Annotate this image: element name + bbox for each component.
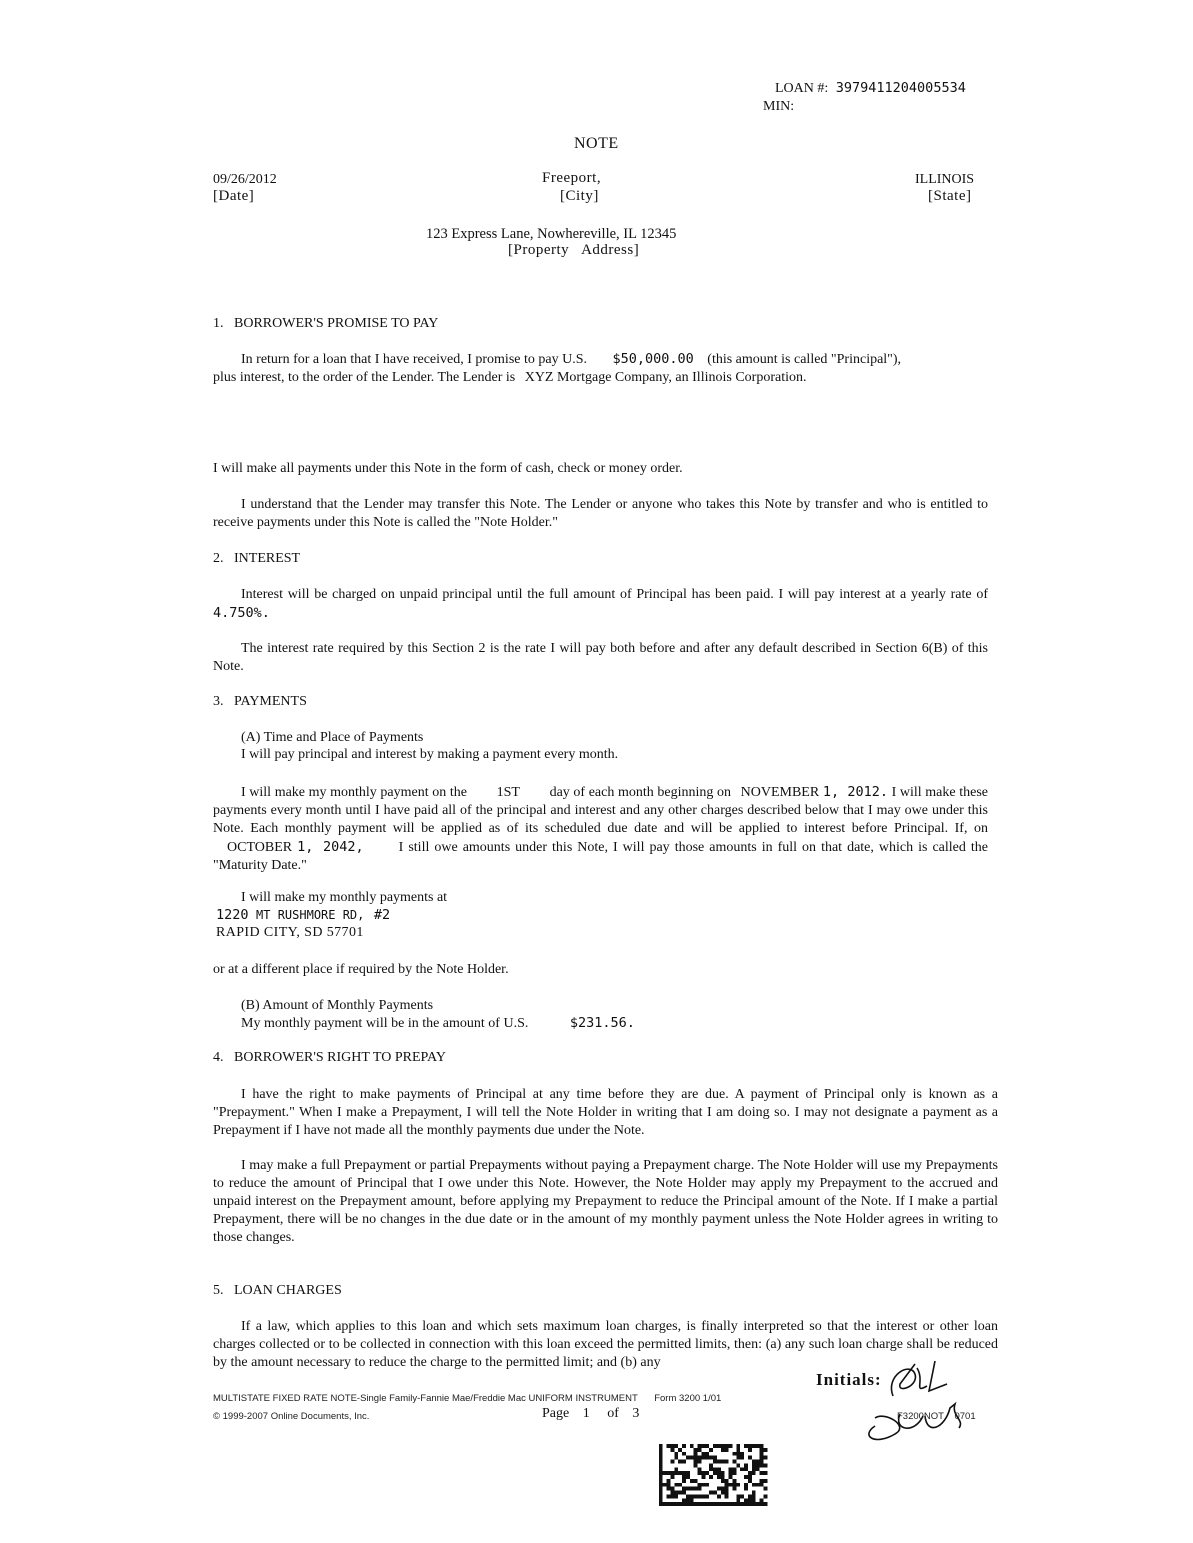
payment-address-line-1 bbox=[216, 907, 390, 924]
document-title: NOTE bbox=[574, 135, 619, 152]
section-4-paragraph-2: I may make a full Prepayment or partial Prepayments without paying a Prepayment charge. The Note Holder will use my Prepayments to reduce the amount of Principal that I owe under this Note. However, the Note Holder may apply my Prepayment to the accrued and unpaid interest on the Prepayment amount, before applying my Prepayment to reduce the Principal amount of the Note. If I make a partial Prepayment, there will be no changes in the due date or in the amount of my monthly payment unless the Note Holder agrees in writing to those changes. bbox=[213, 1158, 998, 1245]
begin-month: NOVEMBER bbox=[740, 785, 820, 800]
section-1-heading: 1. BORROWER'S PROMISE TO PAY bbox=[213, 316, 439, 331]
loan-number: 3979411204005534 bbox=[835, 80, 966, 96]
maturity-text: I still owe amounts under this Note, I will pay those amounts in full on that date, which is called the "Maturity Date." bbox=[213, 840, 989, 873]
begin-date-rest: 1, 2012. bbox=[822, 784, 888, 800]
maturity-month: OCTOBER bbox=[227, 840, 293, 855]
promise-text-b: (this amount is called "Principal"), bbox=[707, 352, 902, 367]
form-description bbox=[213, 1393, 721, 1404]
city-value: Freeport, bbox=[542, 170, 602, 186]
page-total: 3 bbox=[632, 1406, 640, 1421]
section-4-paragraph-1: I have the right to make payments of Principal at any time before they are due. A payment of Principal only is known as a "Prepayment." When I make a Prepayment, I will tell the Note Holder in writing that I am doing so. I may not designate a payment as a Prepayment if I have not made all the monthly payments due under the Note. bbox=[213, 1087, 998, 1138]
payment-begin-text: day of each month beginning on bbox=[549, 785, 732, 800]
page-current: 1 bbox=[582, 1406, 590, 1421]
doc-code: F3200NOT bbox=[897, 1411, 944, 1422]
section-4-heading: 4. BORROWER'S RIGHT TO PREPAY bbox=[213, 1050, 446, 1065]
date-label: [Date] bbox=[213, 188, 255, 204]
property-address-label: [Property Address] bbox=[508, 242, 640, 258]
section-2-heading: 2. INTEREST bbox=[213, 551, 301, 566]
page-label: Page bbox=[542, 1406, 570, 1421]
copyright: © 1999-2007 Online Documents, Inc. bbox=[213, 1411, 370, 1422]
address-unit: #2 bbox=[373, 907, 391, 923]
payment-day: 1ST bbox=[496, 785, 520, 800]
section-1-paragraph-1 bbox=[213, 350, 988, 387]
promise-text-a: In return for a loan that I have received, I promise to pay U.S. bbox=[241, 352, 587, 367]
monthly-payment-text: My monthly payment will be in the amount of U.S. bbox=[241, 1016, 529, 1031]
page-of: of bbox=[607, 1406, 619, 1421]
barcode-icon bbox=[657, 1444, 769, 1506]
state-value: ILLINOIS bbox=[915, 172, 975, 187]
document-code bbox=[897, 1411, 976, 1422]
lender-name: XYZ Mortgage Company, an Illinois Corporation. bbox=[524, 370, 807, 385]
section-1-paragraph-2: I will make all payments under this Note in the form of cash, check or money order. bbox=[213, 461, 683, 476]
property-address: 123 Express Lane, Nowhereville, IL 12345 bbox=[426, 226, 677, 242]
section-3b-line bbox=[241, 1015, 635, 1032]
loan-number-line bbox=[775, 79, 966, 98]
section-5-paragraph-1: If a law, which applies to this loan and which sets maximum loan charges, is finally interpreted so that the interest or other loan charges collected or to be collected in connection with this loan exceed the permitted limits, then: (a) any such loan charge shall be reduced by the amount necessary to reduce the charge to the permitted limit; and (b) any bbox=[213, 1319, 998, 1370]
section-2-paragraph-2: The interest rate required by this Section 2 is the rate I will pay both before and after any default described in Section 6(B) of this Note. bbox=[213, 641, 988, 674]
principal-amount: $50,000.00 bbox=[612, 351, 694, 367]
payment-day-text: I will make my monthly payment on the bbox=[241, 785, 467, 800]
state-label: [State] bbox=[928, 188, 972, 204]
page-indicator bbox=[542, 1406, 639, 1422]
payment-place-alt: or at a different place if required by the Note Holder. bbox=[213, 962, 509, 977]
section-3-paragraph-1 bbox=[213, 783, 988, 875]
section-3b-title: (B) Amount of Monthly Payments bbox=[241, 998, 434, 1013]
maturity-date-rest: 1, 2042, bbox=[297, 839, 364, 855]
section-1-paragraph-3: I understand that the Lender may transfer this Note. The Lender or anyone who takes this Note by transfer and who is entitled to receive payments under this Note is called the "Note Holder." bbox=[213, 497, 988, 530]
date-value: 09/26/2012 bbox=[213, 172, 277, 187]
payment-address-line-2: RAPID CITY, SD 57701 bbox=[216, 925, 364, 940]
loan-label: LOAN #: bbox=[775, 81, 829, 96]
payment-place-intro: I will make my monthly payments at bbox=[241, 890, 448, 905]
min-line bbox=[763, 98, 794, 116]
doc-revision: 0701 bbox=[954, 1411, 976, 1422]
initials-label: Initials: bbox=[816, 1370, 882, 1389]
section-3-heading: 3. PAYMENTS bbox=[213, 694, 307, 709]
promise-text-c: plus interest, to the order of the Lender. The Lender is bbox=[213, 370, 516, 385]
address-number: 1220 bbox=[216, 907, 249, 923]
section-3a-text: I will pay principal and interest by making a payment every month. bbox=[241, 747, 619, 762]
initials-signature bbox=[855, 1356, 995, 1446]
form-number: Form 3200 1/01 bbox=[654, 1393, 722, 1404]
interest-text: Interest will be charged on unpaid principal until the full amount of Principal has been paid. I will pay interest at a yearly rate of bbox=[241, 587, 988, 602]
monthly-payment-amount: $231.56. bbox=[569, 1015, 635, 1031]
section-2-paragraph-1 bbox=[213, 586, 988, 623]
city-label: [City] bbox=[560, 188, 599, 204]
min-label: MIN: bbox=[763, 99, 795, 114]
payment-schedule-text: I will make these payments every month until I have paid all of the principal and interest and any other charges described below that I may owe under this Note. Each monthly payment will be applied as of its scheduled due date and will be applied to interest before Principal. If, on bbox=[213, 785, 989, 836]
form-line: MULTISTATE FIXED RATE NOTE-Single Family-Fannie Mae/Freddie Mac UNIFORM INSTRUMENT bbox=[213, 1393, 638, 1404]
address-street: MT RUSHMORE RD, bbox=[256, 908, 365, 922]
interest-rate: 4.750%. bbox=[213, 605, 270, 621]
section-3a-title: (A) Time and Place of Payments bbox=[241, 730, 424, 745]
section-5-heading: 5. LOAN CHARGES bbox=[213, 1283, 342, 1298]
